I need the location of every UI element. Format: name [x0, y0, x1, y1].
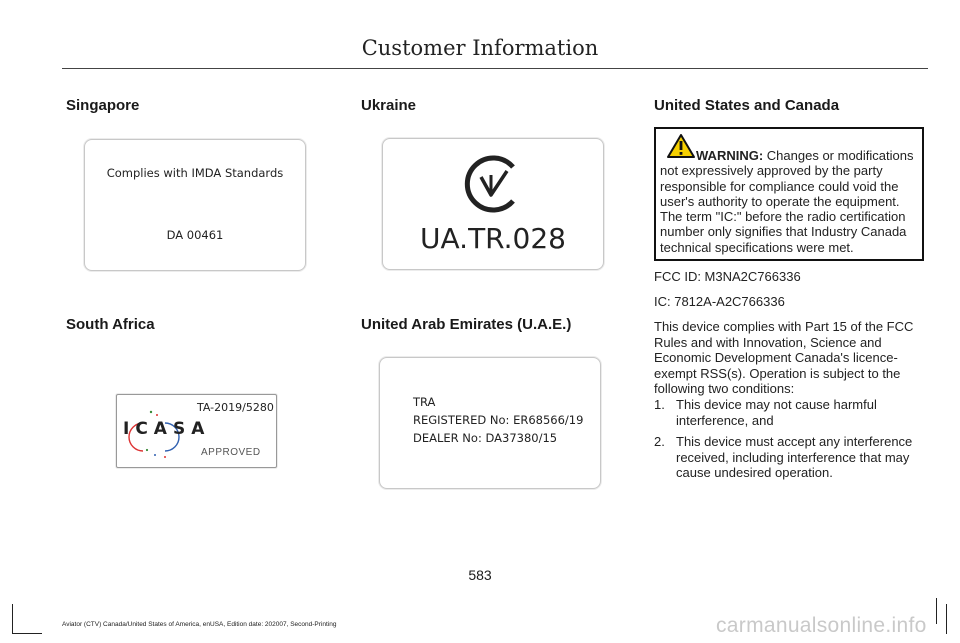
crop-mark-bottom-left	[12, 633, 42, 634]
warning-text: Changes or modifications not expressively approved by the party responsible for compliance could void the user's authority to operate the equipment. The term "IC:" before the radio certification number only signifies that Industry Canada technical specifications were met.	[660, 148, 914, 255]
condition-item	[654, 434, 926, 481]
watermark: carmanualsonline.info	[716, 614, 927, 637]
warning-box	[654, 127, 924, 261]
page-title: Customer Information	[361, 36, 599, 60]
warning-label: WARNING:	[696, 148, 764, 163]
south-africa-ta-code: TA-2019/5280	[197, 401, 274, 414]
singapore-heading: Singapore	[66, 97, 140, 114]
condition-number: 1.	[654, 397, 665, 412]
south-africa-heading: South Africa	[66, 316, 155, 333]
ic-number: IC: 7812A-A2C766336	[654, 294, 785, 309]
uae-tra-label: TRA	[413, 395, 436, 409]
icasa-logo-text: ICASA	[123, 419, 211, 439]
ukraine-heading: Ukraine	[361, 97, 417, 114]
fcc-id: FCC ID: M3NA2C766336	[654, 269, 801, 284]
condition-number: 2.	[654, 434, 665, 449]
south-africa-label-card	[116, 394, 277, 468]
condition-text: This device may not cause harmful interference, and	[676, 397, 877, 428]
uae-registered-number: REGISTERED No: ER68566/19	[413, 413, 584, 427]
ukraine-label-card	[382, 138, 604, 270]
compliance-statement: This device complies with Part 15 of the FCC Rules and with Innovation, Science and Economic Development Canada's licence-exempt RSS(s). Operation is subject to the following two conditions:	[654, 319, 914, 396]
header-rule	[62, 68, 928, 69]
us-canada-heading: United States and Canada	[654, 97, 840, 114]
uae-heading: United Arab Emirates (U.A.E.)	[361, 316, 572, 333]
warning-triangle-icon	[666, 133, 696, 159]
crop-mark-left	[12, 604, 13, 634]
uae-dealer-number: DEALER No: DA37380/15	[413, 431, 558, 445]
crop-mark-right-inner	[936, 598, 937, 624]
uae-label-card	[379, 357, 601, 489]
footer-edition: Aviator (CTV) Canada/United States of America, enUSA, Edition date: 202007, Second-Printing	[62, 621, 337, 628]
south-africa-approved: APPROVED	[201, 447, 261, 458]
crop-mark-right	[946, 604, 947, 634]
ukraine-conformity-mark-icon	[461, 153, 523, 215]
singapore-imda-text: Complies with IMDA Standards	[106, 166, 284, 180]
page-number: 583	[468, 567, 492, 583]
condition-text: This device must accept any interference received, including interference that may cause undesired operation.	[676, 434, 913, 480]
condition-item	[654, 397, 926, 428]
ukraine-mark-code: UA.TR.028	[420, 222, 566, 255]
singapore-da-number: DA 00461	[166, 228, 224, 242]
singapore-label-card	[84, 139, 306, 271]
